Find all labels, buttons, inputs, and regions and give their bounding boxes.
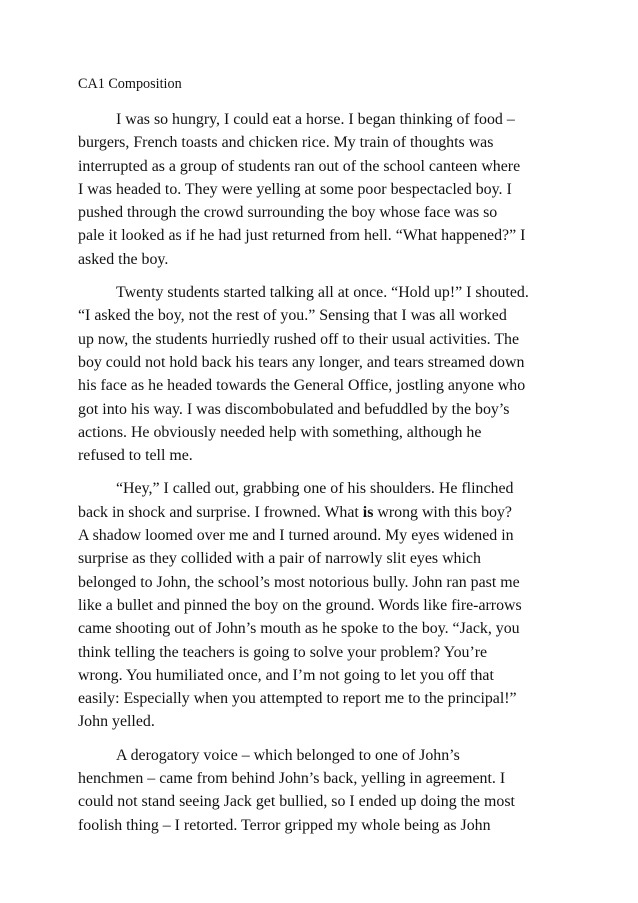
paragraph-line: belonged to John, the school’s most notorious bully. John ran past me — [78, 573, 520, 591]
paragraph-line: asked the boy. — [78, 250, 169, 268]
paragraph-line: A shadow loomed over me and I turned around. My eyes widened in — [78, 527, 514, 545]
paragraph-line: actions. He obviously needed help with something, although he — [78, 423, 482, 441]
paragraph-line: his face as he headed towards the General Office, jostling anyone who — [78, 377, 526, 395]
paragraph-line: easily: Especially when you attempted to report me to the principal!” — [78, 690, 517, 708]
paragraph-line: wrong. You humiliated once, and I’m not going to let you off that — [78, 666, 494, 684]
paragraph-line: I was so hungry, I could eat a horse. I began thinking of food – — [116, 111, 515, 128]
paragraph-line: surprise as they collided with a pair of narrowly slit eyes which — [78, 550, 481, 568]
paragraph-line: “I asked the boy, not the rest of you.” Sensing that I was all worked — [78, 307, 507, 325]
line-text: back in shock and surprise. I frowned. What — [78, 503, 363, 521]
paragraph-line: boy could not hold back his tears any longer, and tears streamed down — [78, 353, 525, 371]
document-heading: CA1 Composition — [78, 76, 182, 92]
paragraph-line: interrupted as a group of students ran out of the school canteen where — [78, 157, 521, 175]
paragraph-line: burgers, French toasts and chicken rice. My train of thoughts was — [78, 134, 494, 152]
paragraph-1 — [78, 108, 562, 271]
composition-page — [78, 74, 562, 847]
paragraph-line: like a bullet and pinned the boy on the ground. Words like fire-arrows — [78, 596, 522, 614]
paragraph-line: came shooting out of John’s mouth as he spoke to the boy. “Jack, you — [78, 620, 520, 638]
paragraph-line: I was headed to. They were yelling at some poor bespectacled boy. I — [78, 180, 512, 198]
paragraph-line: henchmen – came from behind John’s back, yelling in agreement. I — [78, 770, 506, 788]
paragraph-line: John yelled. — [78, 713, 155, 731]
paragraph-line: up now, the students hurriedly rushed off to their usual activities. The — [78, 330, 520, 348]
paragraph-line: foolish thing – I retorted. Terror gripped my whole being as John — [78, 816, 491, 834]
paragraph-4 — [78, 744, 562, 837]
paragraph-line: think telling the teachers is going to solve your problem? You’re — [78, 643, 488, 661]
paragraph-line: pushed through the crowd surrounding the boy whose face was so — [78, 204, 498, 222]
emphasis-text: is — [362, 503, 374, 521]
paragraph-2 — [78, 281, 562, 467]
paragraph-line: pale it looked as if he had just returned from hell. “What happened?” I — [78, 227, 526, 245]
paragraph-line: got into his way. I was discombobulated and befuddled by the boy’s — [78, 400, 510, 418]
line-text: wrong with this boy? — [373, 503, 512, 521]
paragraph-line: refused to tell me. — [78, 447, 193, 465]
paragraph-line: Twenty students started talking all at once. “Hold up!” I shouted. — [116, 284, 529, 302]
paragraph-line: A derogatory voice – which belonged to one of John’s — [116, 746, 460, 764]
paragraph-line — [78, 501, 562, 524]
paragraph-line: could not stand seeing Jack get bullied, so I ended up doing the most — [78, 793, 515, 811]
paragraph-line: “Hey,” I called out, grabbing one of his shoulders. He flinched — [116, 480, 514, 498]
paragraph-3 — [78, 477, 562, 733]
